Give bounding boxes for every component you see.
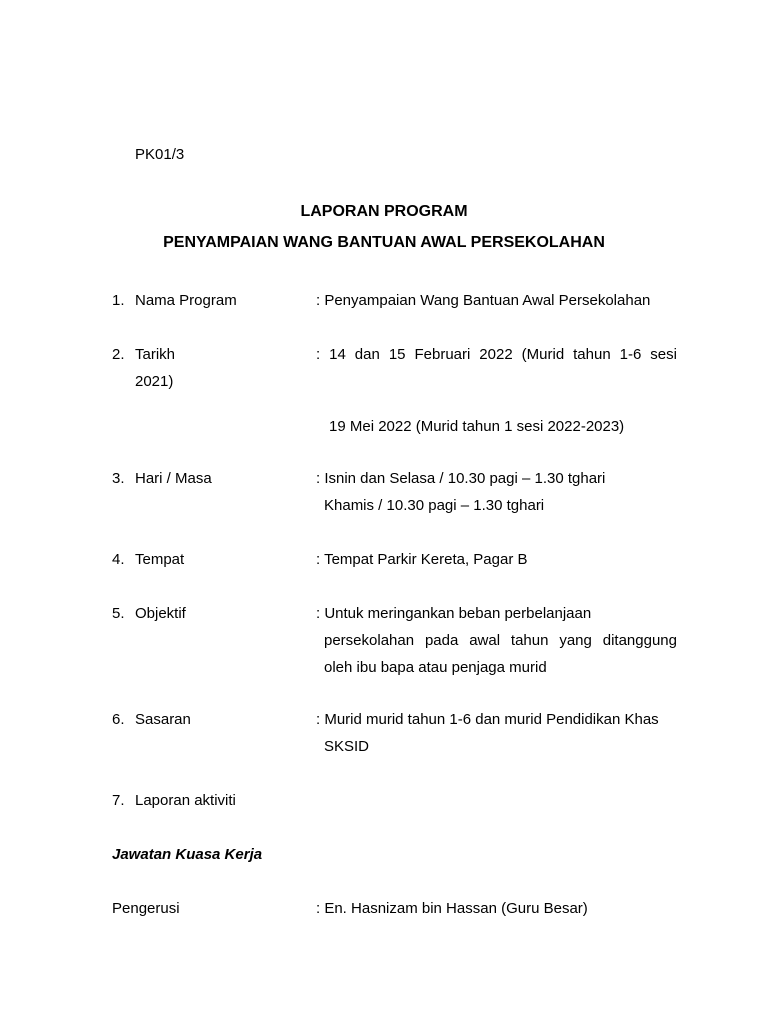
document-code: PK01/3 bbox=[135, 146, 185, 163]
item-label: Laporan aktiviti bbox=[135, 792, 236, 809]
item-number: 5. bbox=[112, 605, 125, 622]
item-number: 7. bbox=[112, 792, 125, 809]
item-value-line: persekolahan pada awal tahun yang ditanggung bbox=[324, 632, 677, 649]
document-subtitle: PENYAMPAIAN WANG BANTUAN AWAL PERSEKOLAHAN bbox=[163, 234, 605, 251]
item-number: 3. bbox=[112, 470, 125, 487]
item-value-line: : Murid murid tahun 1-6 dan murid Pendidikan Khas bbox=[316, 711, 659, 728]
item-number: 4. bbox=[112, 551, 125, 568]
item-value-line: SKSID bbox=[324, 738, 370, 755]
item-label: Tempat bbox=[135, 551, 185, 568]
document-title: LAPORAN PROGRAM bbox=[300, 203, 468, 220]
section-heading: Jawatan Kuasa Kerja bbox=[112, 846, 263, 863]
item-number: 1. bbox=[112, 292, 125, 309]
committee-role: Pengerusi bbox=[112, 900, 180, 917]
item-value: : Tempat Parkir Kereta, Pagar B bbox=[316, 551, 528, 568]
item-value-line: : Isnin dan Selasa / 10.30 pagi – 1.30 tghari bbox=[316, 470, 606, 487]
item-label: Sasaran bbox=[135, 711, 191, 728]
item-label: Objektif bbox=[135, 605, 186, 622]
item-number: 6. bbox=[112, 711, 125, 728]
item-label: Tarikh bbox=[135, 346, 176, 363]
item-number: 2. bbox=[112, 346, 125, 363]
item-value-line: Khamis / 10.30 pagi – 1.30 tghari bbox=[324, 497, 545, 514]
item-value-line: oleh ibu bapa atau penjaga murid bbox=[324, 659, 547, 676]
item-value-line: 19 Mei 2022 (Murid tahun 1 sesi 2022-2023) bbox=[329, 418, 625, 435]
item-label: Hari / Masa bbox=[135, 470, 212, 487]
item-value: : Penyampaian Wang Bantuan Awal Persekolahan bbox=[316, 292, 651, 309]
item-value-line: : Untuk meringankan beban perbelanjaan bbox=[316, 605, 592, 622]
committee-name: : En. Hasnizam bin Hassan (Guru Besar) bbox=[316, 900, 588, 917]
item-label: Nama Program bbox=[135, 292, 237, 309]
item-value-line: : 14 dan 15 Februari 2022 (Murid tahun 1-6 sesi bbox=[316, 346, 677, 363]
item-label-continuation: 2021) bbox=[135, 373, 174, 390]
